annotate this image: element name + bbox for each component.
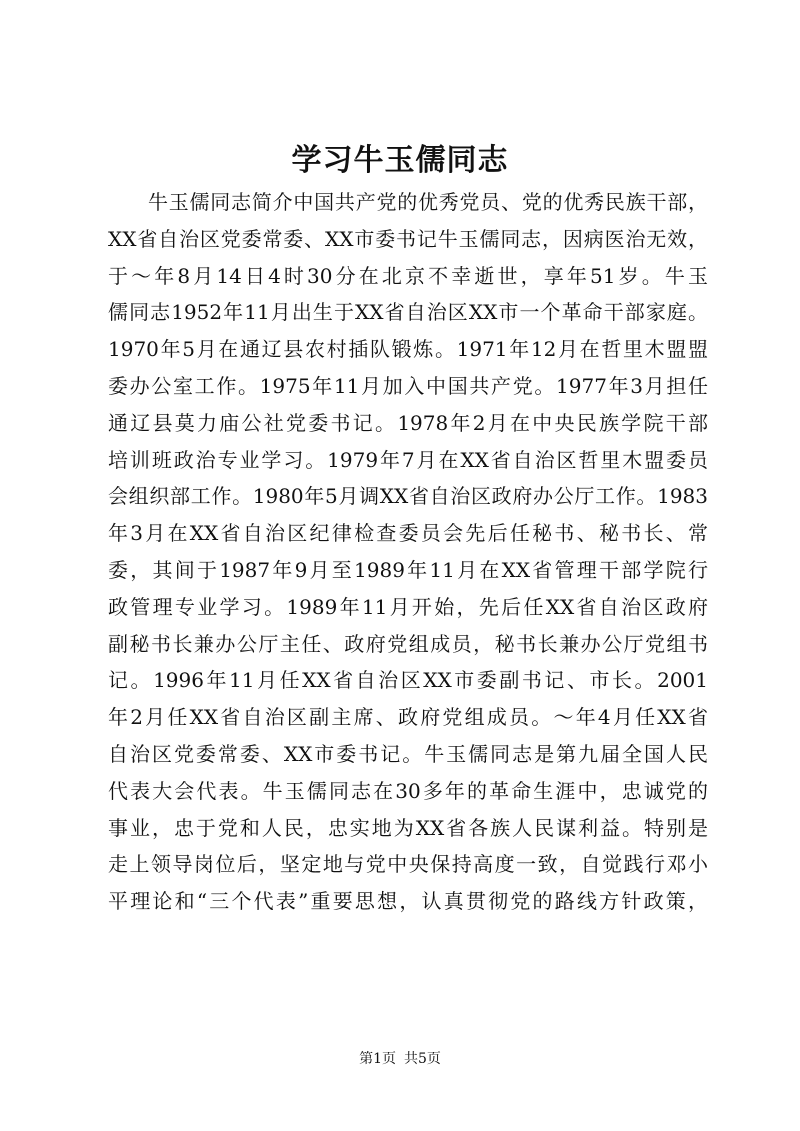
text-line: 牛玉儒同志简介中国共产党的优秀党员、党的优秀民族干部， <box>148 190 708 214</box>
text-line: 年2月任XX省自治区副主席、政府党组成员。～年4月任XX省 <box>108 705 708 730</box>
text-line: 于～年8月14日4时30分在北京不幸逝世，享年51岁。牛玉 <box>108 263 708 288</box>
page-total: 共5页 <box>404 1051 441 1067</box>
text-line: 委，其间于1987年9月至1989年11月在XX省管理干部学院行 <box>108 557 708 582</box>
text-line: 委办公室工作。1975年11月加入中国共产党。1977年3月担任 <box>108 373 708 398</box>
text-line: 代表大会代表。牛玉儒同志在30多年的革命生涯中，忠诚党的 <box>108 778 708 803</box>
text-line: 记。1996年11月任XX省自治区XX市委副书记、市长。2001 <box>108 668 708 693</box>
text-line: 会组织部工作。1980年5月调XX省自治区政府办公厅工作。1983 <box>108 484 708 509</box>
body-paragraph <box>108 184 708 920</box>
text-line: 走上领导岗位后，坚定地与党中央保持高度一致，自觉践行邓小 <box>108 852 708 877</box>
text-line: 通辽县莫力庙公社党委书记。1978年2月在中央民族学院干部 <box>108 410 708 435</box>
text-line: 1970年5月在通辽县农村插队锻炼。1971年12月在哲里木盟盟 <box>108 337 708 362</box>
page-number: 第1页 <box>359 1051 396 1067</box>
text-line: 自治区党委常委、XX市委书记。牛玉儒同志是第九届全国人民 <box>108 741 708 766</box>
text-line: 平理论和“三个代表”重要思想，认真贯彻党的路线方针政策， <box>108 889 708 914</box>
text-line: 培训班政治专业学习。1979年7月在XX省自治区哲里木盟委员 <box>108 447 708 472</box>
text-line: XX省自治区党委常委、XX市委书记牛玉儒同志，因病医治无效， <box>108 226 708 251</box>
page-footer <box>0 1049 800 1069</box>
text-line: 副秘书长兼办公厅主任、政府党组成员，秘书长兼办公厅党组书 <box>108 631 708 656</box>
page-title: 学习牛玉儒同志 <box>291 143 509 178</box>
text-line: 事业，忠于党和人民，忠实地为XX省各族人民谋利益。特别是 <box>108 815 708 840</box>
text-line: 年3月在XX省自治区纪律检查委员会先后任秘书、秘书长、常 <box>108 521 708 546</box>
text-line: 儒同志1952年11月出生于XX省自治区XX市一个革命干部家庭。 <box>108 300 708 325</box>
text-line: 政管理专业学习。1989年11月开始，先后任XX省自治区政府 <box>108 594 708 619</box>
